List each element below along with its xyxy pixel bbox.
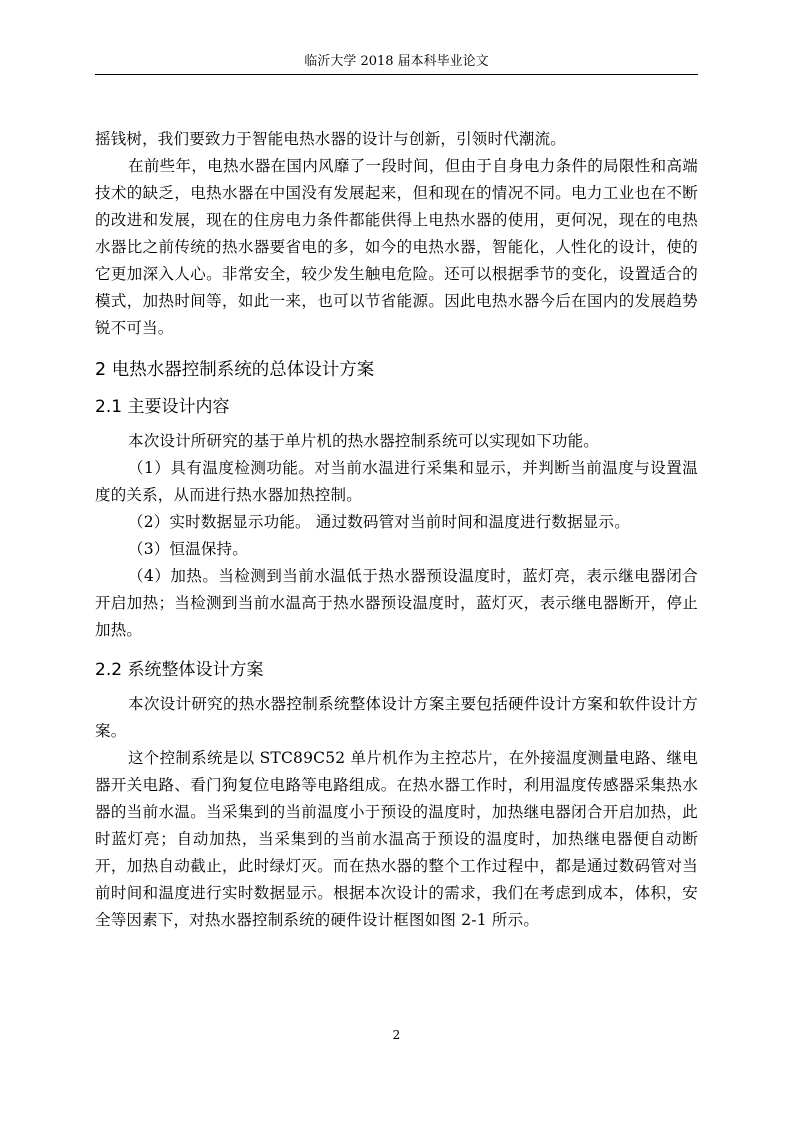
document-body (95, 126, 698, 934)
paragraph-system-description: 这个控制系统是以 STC89C52 单片机作为主控芯片，在外接温度测量电路、继电器开关电路、看门狗复位电路等电路组成。在热水器工作时，利用温度传感器采集热水器的当前水温。当采集到的当前温度小于预设的温度时，加热继电器闭合开启加热，此时蓝灯亮；自动加热，当采集到的当前水温高于预设的温度时，加热继电器便自动断开，加热自动截止，此时绿灯灭。而在热水器的整个工作过程中，都是通过数码管对当前时间和温度进行实时数据显示。根据本次设计的需求，我们在考虑到成本，体积，安全等因素下，对热水器控制系统的硬件设计框图如图 2-1 所示。 (95, 749, 698, 929)
paragraph-function-3: （3）恒温保持。 (128, 540, 248, 558)
section-heading-2-1: 2.1 主要设计内容 (95, 397, 230, 417)
page-number: 2 (392, 1028, 401, 1042)
section-heading-2: 2 电热水器控制系统的总体设计方案 (95, 360, 375, 380)
header-divider (95, 74, 698, 75)
paragraph-function-1: （1）具有温度检测功能。对当前水温进行采集和显示，并判断当前温度与设置温度的关系，从而进行热水器加热控制。 (95, 459, 698, 504)
paragraph-function-4: （4）加热。当检测到当前水温低于热水器预设温度时，蓝灯亮，表示继电器闭合开启加热；当检测到当前水温高于热水器预设温度时，蓝灯灭，表示继电器断开，停止加热。 (95, 567, 698, 639)
paragraph-function-2: （2）实时数据显示功能。 通过数码管对当前时间和温度进行数据显示。 (128, 513, 630, 531)
paragraph-continued: 摇钱树，我们要致力于智能电热水器的设计与创新，引领时代潮流。 (95, 130, 567, 148)
page-header: 临沂大学 2018 届本科毕业论文 (304, 54, 489, 69)
paragraph-functions-intro: 本次设计所研究的基于单片机的热水器控制系统可以实现如下功能。 (128, 432, 600, 450)
paragraph-background: 在前些年，电热水器在国内风靡了一段时间，但由于自身电力条件的局限性和高端技术的缺乏，电热水器在中国没有发展起来，但和现在的情况不同。电力工业也在不断的改进和发展，现在的住房电力条件都能供得上电热水器的使用，更何况，现在的电热水器比之前传统的热水器要省电的多，如今的电热水器，智能化，人性化的设计，使的它更加深入人心。非常安全，较少发生触电危险。还可以根据季节的变化，设置适合的模式，加热时间等，如此一来，也可以节省能源。因此电热水器今后在国内的发展趋势锐不可当。 (95, 157, 698, 337)
paragraph-overall-plan: 本次设计研究的热水器控制系统整体设计方案主要包括硬件设计方案和软件设计方案。 (95, 695, 698, 740)
section-heading-2-2: 2.2 系统整体设计方案 (95, 660, 264, 680)
